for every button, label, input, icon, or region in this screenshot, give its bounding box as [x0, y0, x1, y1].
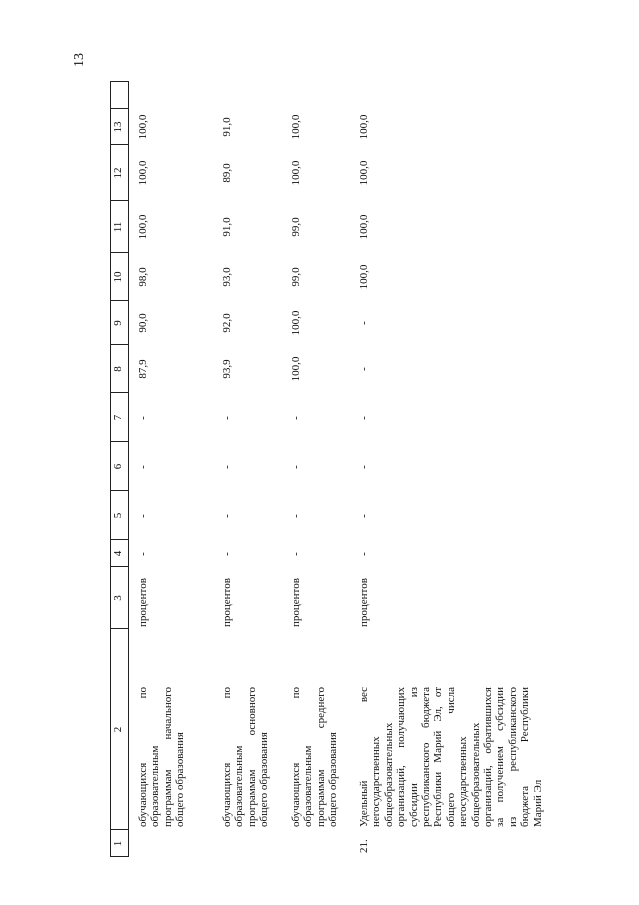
- value-cell: -: [137, 465, 149, 469]
- value-cell: 91,0: [221, 217, 233, 237]
- value-cell: 100,0: [358, 160, 370, 186]
- col-header: 3: [112, 595, 124, 601]
- col-header: 10: [112, 271, 124, 283]
- value-cell: -: [358, 321, 370, 325]
- row-number: 21.: [358, 839, 370, 853]
- col-header: 8: [112, 366, 124, 372]
- row-desc: [290, 687, 340, 827]
- value-cell: 93,0: [221, 267, 233, 287]
- rotated-table: [110, 81, 573, 857]
- value-cell: -: [358, 552, 370, 556]
- value-cell: -: [358, 465, 370, 469]
- value-cell: 100,0: [358, 114, 370, 140]
- value-cell: 100,0: [290, 160, 302, 186]
- desc-line: общего образования: [327, 732, 340, 827]
- desc-line: Марий Эл: [531, 779, 544, 827]
- desc-line: образовательным: [233, 745, 246, 827]
- col-header: 9: [112, 320, 124, 326]
- desc-line: обучающихся по: [221, 687, 233, 827]
- desc-line: Удельный вес: [358, 687, 370, 827]
- row-desc: [137, 687, 187, 827]
- value-cell: -: [358, 416, 370, 420]
- value-cell: -: [221, 465, 233, 469]
- value-cell: 100,0: [290, 310, 302, 336]
- desc-line: программам среднего: [314, 687, 327, 827]
- desc-line: общего числа: [444, 687, 457, 827]
- desc-line: Республики Марий Эл, от: [432, 687, 445, 827]
- value-cell: 99,0: [290, 217, 302, 237]
- col-header: 2: [112, 726, 124, 733]
- row-unit: процентов: [290, 578, 302, 627]
- col-header: 4: [112, 550, 124, 557]
- row-unit: процентов: [358, 578, 370, 627]
- row-desc: [358, 687, 544, 827]
- col-header: 5: [112, 512, 124, 519]
- desc-line: за получением субсидии: [494, 687, 507, 827]
- desc-line: образовательным: [302, 745, 315, 827]
- desc-line: организаций, обратившихся: [482, 687, 495, 827]
- desc-line: программам начального: [161, 687, 174, 827]
- value-cell: 99,0: [290, 267, 302, 287]
- value-cell: 100,0: [358, 214, 370, 240]
- page-number: 13: [72, 53, 87, 67]
- value-cell: -: [137, 514, 149, 518]
- value-cell: -: [358, 514, 370, 518]
- value-cell: 93,9: [221, 359, 233, 379]
- value-cell: 87,9: [137, 359, 149, 379]
- value-cell: 100,0: [358, 264, 370, 290]
- value-cell: 100,0: [137, 214, 149, 240]
- col-header: 13: [112, 121, 124, 133]
- header-bottom-border: [128, 81, 129, 857]
- value-cell: 100,0: [290, 114, 302, 140]
- value-cell: -: [358, 367, 370, 371]
- value-cell: -: [290, 552, 302, 556]
- desc-line: организаций, получающих: [395, 687, 408, 827]
- value-cell: 100,0: [137, 114, 149, 140]
- value-cell: 91,0: [221, 117, 233, 137]
- value-cell: -: [137, 552, 149, 556]
- value-cell: -: [221, 416, 233, 420]
- desc-line: общего образования: [258, 732, 271, 827]
- desc-line: бюджета Республики: [519, 687, 532, 827]
- table-top-border: [110, 81, 111, 857]
- value-cell: -: [137, 416, 149, 420]
- row-unit: процентов: [137, 578, 149, 627]
- desc-line: обучающихся по: [290, 687, 302, 827]
- value-cell: -: [221, 552, 233, 556]
- col-header: 6: [112, 463, 124, 470]
- col-divider: [110, 81, 128, 82]
- col-header: 12: [112, 167, 124, 179]
- desc-line: из республиканского: [506, 687, 519, 827]
- desc-line: обучающихся по: [137, 687, 149, 827]
- desc-line: общего образования: [174, 732, 187, 827]
- col-header: 7: [112, 414, 124, 421]
- desc-line: негосударственных: [370, 736, 383, 827]
- value-cell: 100,0: [290, 356, 302, 382]
- desc-line: общеобразовательных: [469, 722, 482, 827]
- value-cell: 98,0: [137, 267, 149, 287]
- desc-line: субсидии из: [407, 687, 420, 827]
- desc-line: программам основного: [245, 687, 258, 827]
- value-cell: 92,0: [221, 313, 233, 333]
- col-header: 1: [112, 840, 124, 847]
- value-cell: -: [290, 465, 302, 469]
- row-desc: [221, 687, 271, 827]
- value-cell: -: [290, 416, 302, 420]
- desc-line: общеобразовательных: [382, 722, 395, 827]
- value-cell: 89,0: [221, 163, 233, 183]
- value-cell: 90,0: [137, 313, 149, 333]
- col-header: 11: [112, 221, 124, 233]
- value-cell: -: [290, 514, 302, 518]
- value-cell: -: [221, 514, 233, 518]
- row-unit: процентов: [221, 578, 233, 627]
- desc-line: образовательным: [149, 745, 162, 827]
- desc-line: негосударственных: [457, 736, 470, 827]
- value-cell: 100,0: [137, 160, 149, 186]
- desc-line: республиканского бюджета: [420, 687, 433, 827]
